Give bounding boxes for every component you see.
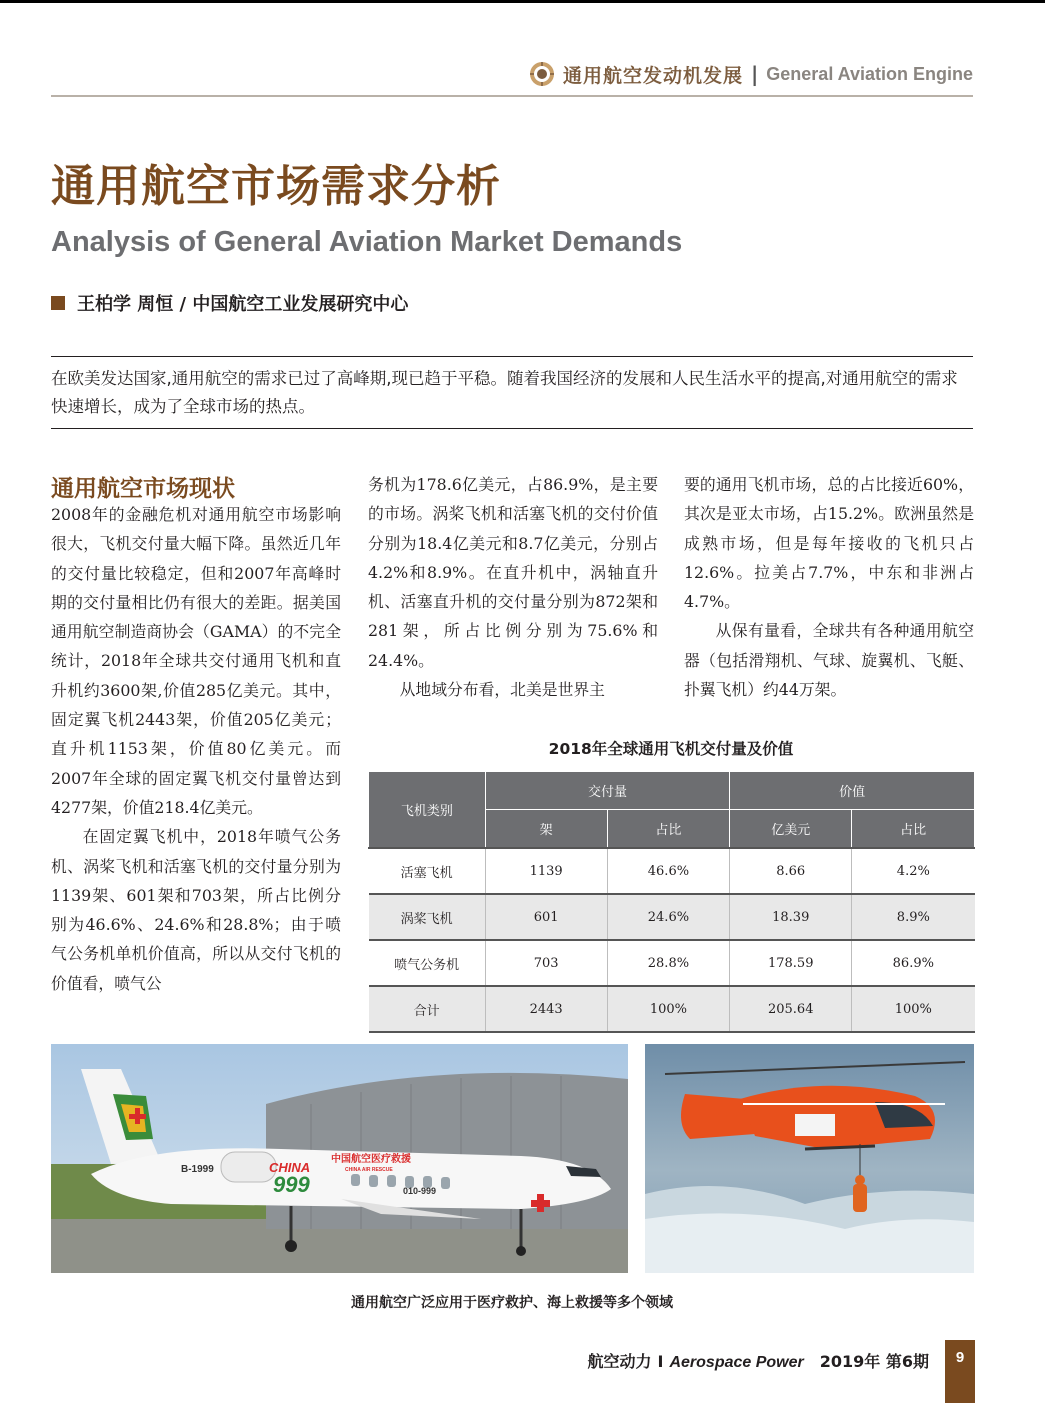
engine-emblem-icon — [529, 61, 555, 87]
livery-brand: CHINA — [269, 1160, 311, 1175]
table-cell: 8.9% — [852, 894, 975, 940]
table-cell: 活塞飞机 — [369, 848, 486, 894]
table-cell: 4.2% — [852, 848, 975, 894]
table-title: 2018年全球通用飞机交付量及价值 — [548, 740, 794, 758]
abstract-rule-bottom — [51, 428, 973, 429]
table-cell: 喷气公务机 — [369, 940, 486, 986]
table-cell: 100% — [852, 986, 975, 1032]
author-bullet-icon — [51, 296, 65, 310]
table-header-type: 飞机类别 — [369, 772, 486, 849]
table-cell: 86.9% — [852, 940, 975, 986]
body-column-1 — [51, 500, 341, 998]
sea-rescue-photo — [645, 1044, 974, 1273]
running-header — [529, 60, 973, 88]
header-separator: | — [750, 62, 759, 86]
paragraph: 从保有量看，全球共有各种通用航空器（包括滑翔机、气球、旋翼机、飞艇、扑翼飞机）约44万架。 — [684, 621, 974, 700]
table-cell: 205.64 — [730, 986, 852, 1032]
paragraph: 务机为178.6亿美元，占86.9%，是主要的市场。涡桨飞机和活塞飞机的交付价值分别为18.4亿美元和8.7亿美元，分别占4.2%和8.9%。在直升机中，涡轴直升机、活塞直升机的交付量分别为872架和281架，所占比例分别为75.6%和24.4%。 — [368, 475, 658, 670]
table-cell: 28.8% — [607, 940, 730, 986]
journal-name-en: Aerospace Power — [669, 1354, 804, 1371]
table-cell: 24.6% — [607, 894, 730, 940]
running-footer — [588, 1349, 930, 1372]
top-border — [0, 0, 1045, 3]
body-column-3 — [684, 470, 974, 704]
abstract-rule-top — [51, 356, 973, 357]
table-subheader: 占比 — [607, 810, 730, 849]
table-cell: 18.39 — [730, 894, 852, 940]
medical-jet-photo — [51, 1044, 628, 1273]
abstract: 在欧美发达国家,通用航空的需求已过了高峰期,现已趋于平稳。随着我国经济的发展和人民生活水平的提高,对通用航空的需求快速增长，成为了全球市场的热点。 — [51, 369, 958, 416]
livery-number: 999 — [273, 1172, 310, 1197]
paragraph: 从地域分布看，北美是世界主 — [399, 680, 605, 700]
header-section-cn: 通用航空发动机发展 — [562, 64, 743, 87]
delivery-table — [368, 771, 975, 1033]
table-cell: 2443 — [485, 986, 607, 1032]
aircraft-registration: B-1999 — [181, 1164, 214, 1175]
table-cell: 100% — [607, 986, 730, 1032]
table-header-value: 价值 — [730, 772, 975, 810]
author-text: 王柏学 周恒 / 中国航空工业发展研究中心 — [77, 294, 409, 315]
table-header-quantity: 交付量 — [485, 772, 730, 810]
header-rule — [51, 95, 973, 97]
livery-en: CHINA AIR RESCUE — [345, 1167, 393, 1173]
photo-caption: 通用航空广泛应用于医疗救护、海上救援等多个领域 — [351, 1295, 673, 1311]
table-cell: 8.66 — [730, 848, 852, 894]
footer-separator: I — [657, 1352, 664, 1371]
table-row — [369, 894, 975, 940]
paragraph: 2008年的金融危机对通用航空市场影响很大，飞机交付量大幅下降。虽然近几年的交付量比较稳定，但和2007年高峰时期的交付量相比仍有很大的差距。据美国通用航空制造商协会（GAMA）的不完全统计，2018年全球共交付通用飞机和直升机约3600架,价值285亿美元。其中，固定翼飞机2443架，价值205亿美元；直升机1153架，价值80亿美元。而2007年全球的固定翼飞机交付量曾达到4277架，价值218.4亿美元。 — [51, 505, 341, 817]
table-row — [369, 986, 975, 1032]
table-row — [369, 940, 975, 986]
table-cell: 合计 — [369, 986, 486, 1032]
section-title: 通用航空市场现状 — [51, 476, 235, 502]
page-number: 9 — [945, 1340, 975, 1403]
header-section-en: General Aviation Engine — [766, 63, 973, 84]
livery-cn: 中国航空医疗救援 — [331, 1154, 411, 1165]
body-column-2 — [368, 470, 658, 704]
table-subheader: 亿美元 — [730, 810, 852, 849]
issue-number: 2019年 第6期 — [819, 1352, 929, 1371]
table-row — [369, 848, 975, 894]
paragraph: 要的通用飞机市场，总的占比接近60%，其次是亚太市场，占15.2%。欧洲虽然是成熟市场，但是每年接收的飞机只占12.6%。拉美占7.7%，中东和非洲占4.7%。 — [684, 475, 974, 612]
paragraph: 在固定翼飞机中，2018年喷气公务机、涡桨飞机和活塞飞机的交付量分别为1139架、601架和703架，所占比例分别为46.6%、24.6%和28.8%；由于喷气公务机单机价值高，所以从交付飞机的价值看，喷气公 — [51, 827, 341, 993]
article-title-en: Analysis of General Aviation Market Demands — [51, 226, 683, 258]
table-cell: 1139 — [485, 848, 607, 894]
article-title-cn: 通用航空市场需求分析 — [51, 161, 501, 212]
table-subheader: 架 — [485, 810, 607, 849]
table-subheader: 占比 — [852, 810, 975, 849]
livery-phone: 010-999 — [403, 1186, 437, 1196]
journal-name-cn: 航空动力 — [587, 1352, 652, 1371]
table-cell: 涡桨飞机 — [369, 894, 486, 940]
author-line — [51, 290, 408, 316]
table-cell: 178.59 — [730, 940, 852, 986]
table-cell: 601 — [485, 894, 607, 940]
table-cell: 46.6% — [607, 848, 730, 894]
table-cell: 703 — [485, 940, 607, 986]
